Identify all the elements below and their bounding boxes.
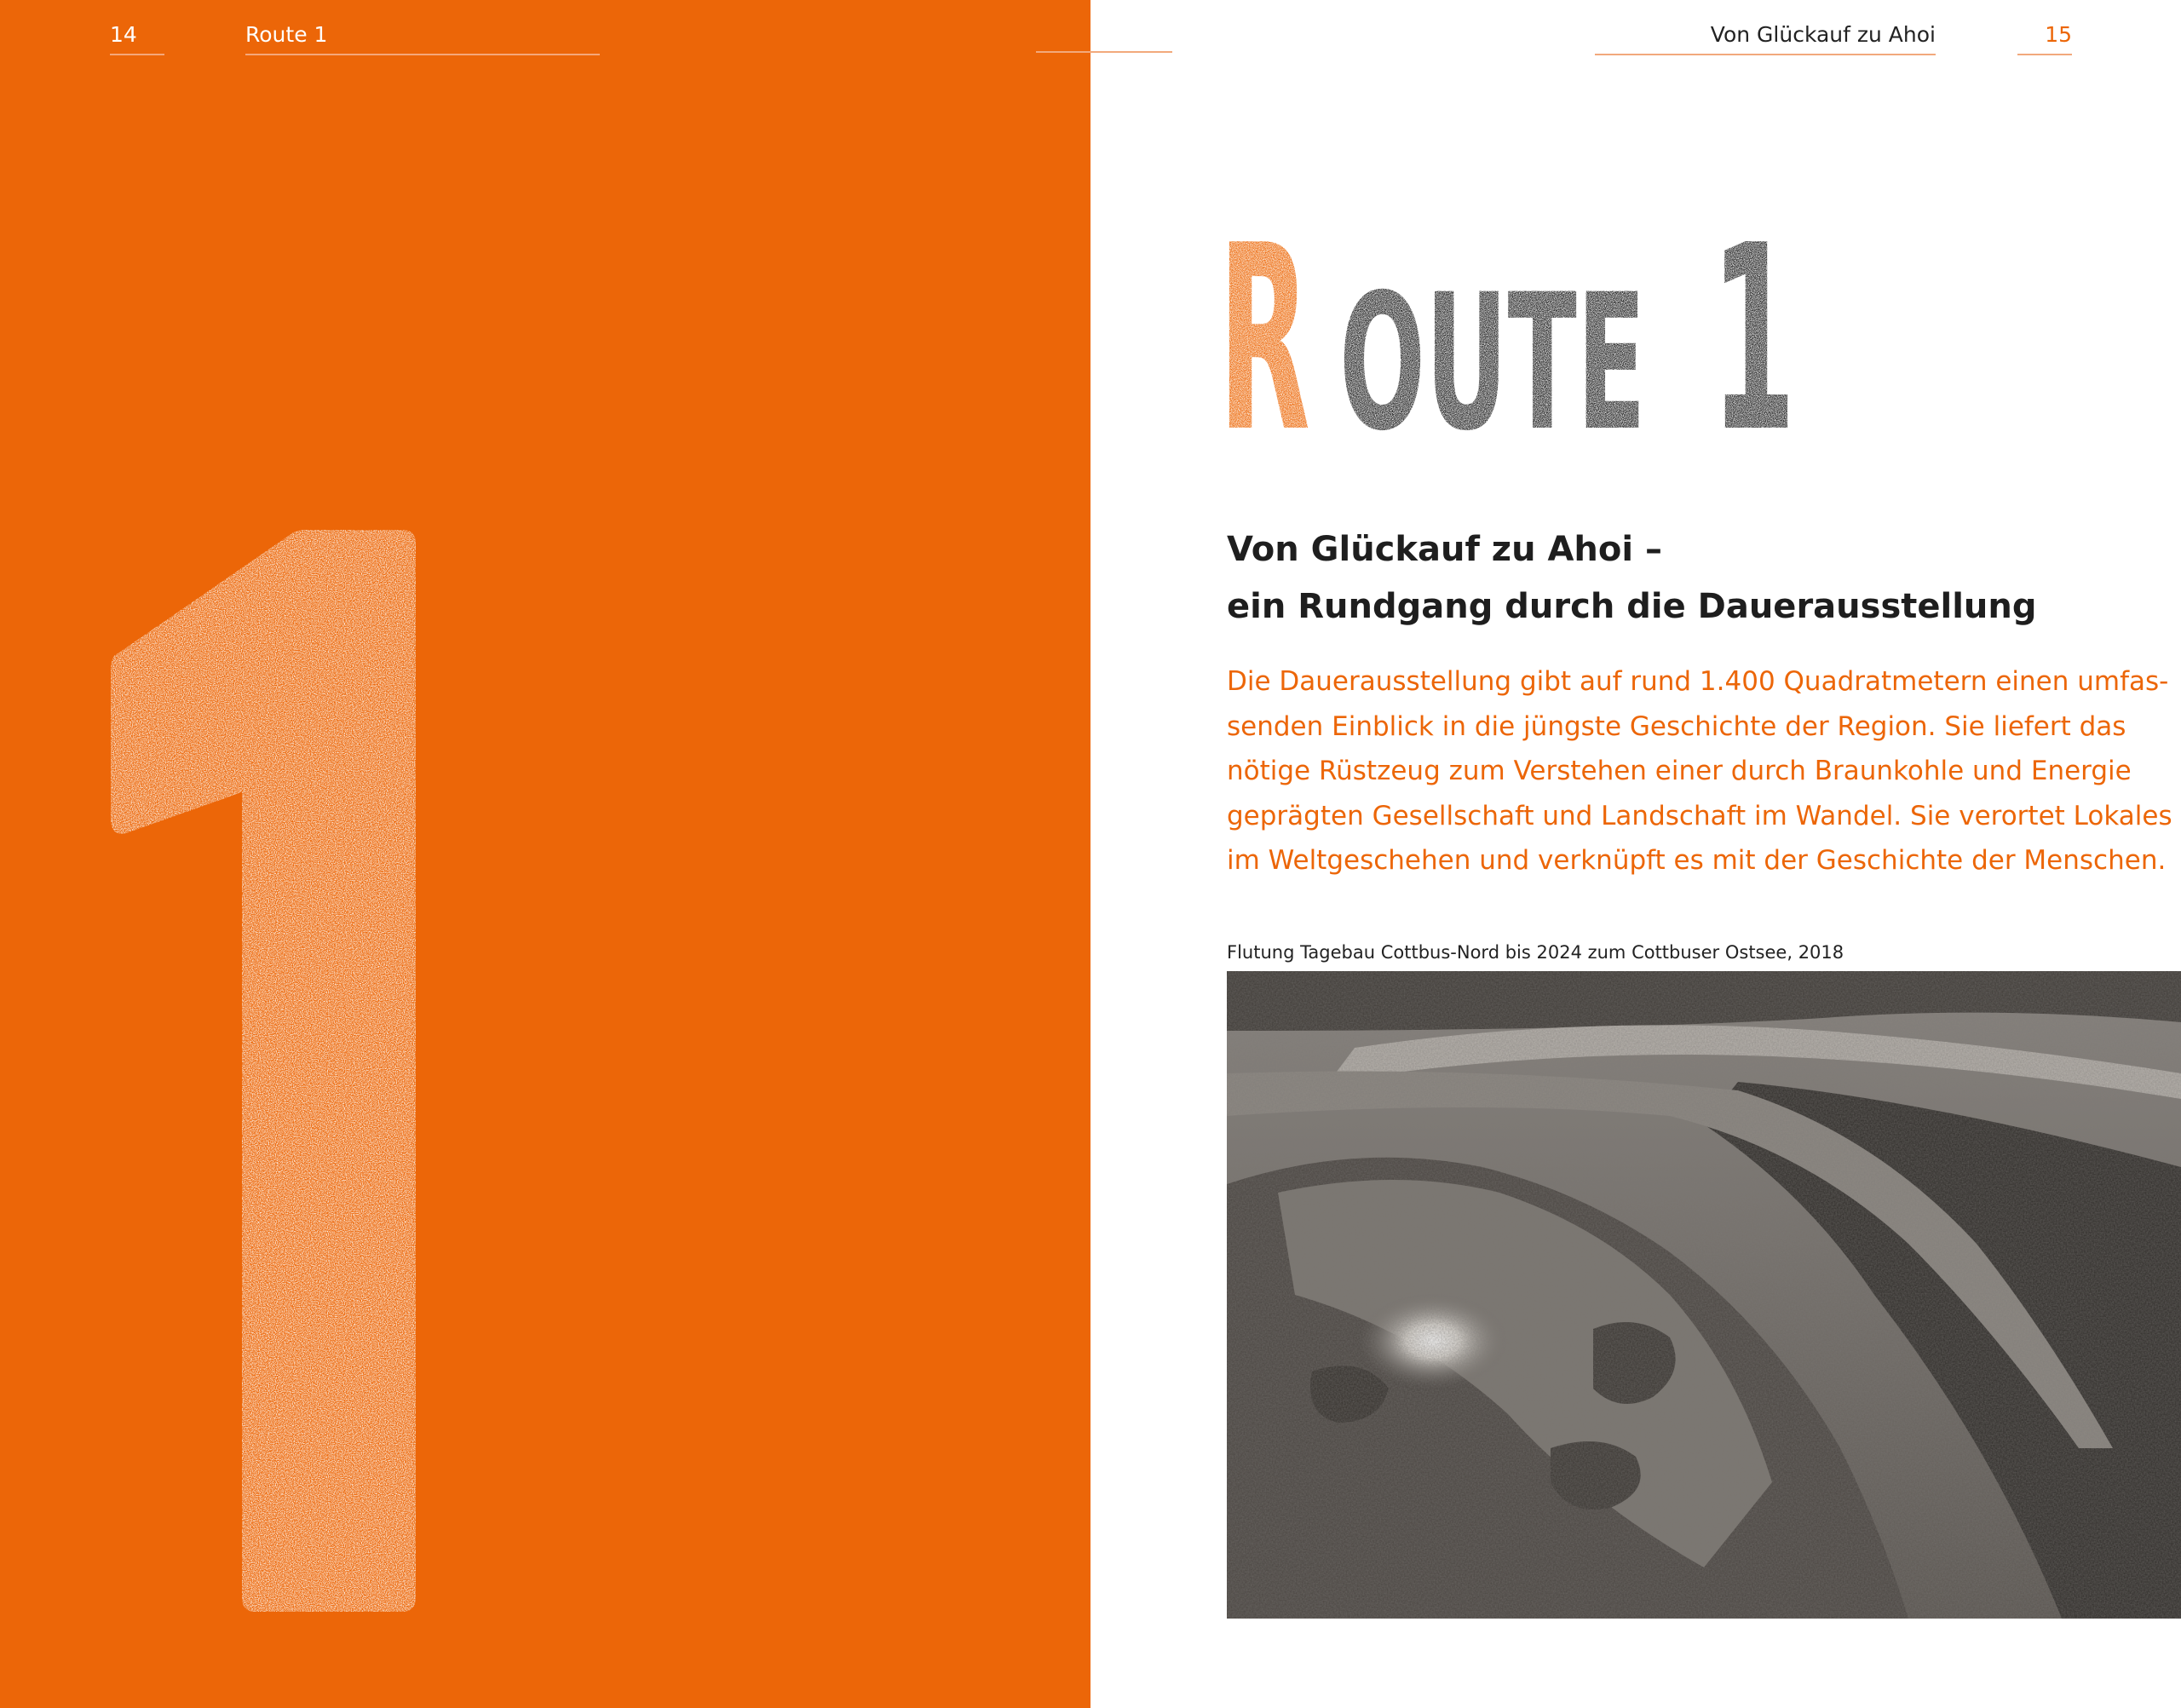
intro-line: geprägten Gesellschaft und Landschaft im Wandel. Sie verortet Lokales: [1227, 800, 2172, 831]
route-title: [1218, 204, 1815, 443]
intro-line: im Weltgeschehen und verknüpft es mit der Geschichte der Menschen.: [1227, 845, 2167, 876]
header-rule-center: [1036, 51, 1172, 53]
route-title-initial: R: [1218, 204, 1310, 443]
page-number-left: 14: [110, 22, 164, 55]
intro-paragraph: [1227, 659, 2172, 883]
aerial-photo-open-pit-lake: [1227, 971, 2181, 1619]
headline-line: Von Glückauf zu Ahoi –: [1227, 530, 1663, 569]
page-number-right: 15: [2017, 22, 2072, 55]
running-head-left: Route 1: [245, 22, 600, 55]
intro-line: nötige Rüstzeug zum Verstehen einer durch Braunkohle und Energie: [1227, 756, 2132, 786]
left-page: [0, 0, 1090, 1708]
intro-line: senden Einblick in die jüngste Geschichte der Region. Sie liefert das: [1227, 710, 2126, 742]
section-headline: [1227, 521, 2079, 635]
big-numeral-one: [102, 528, 426, 1619]
photo-caption: Flutung Tagebau Cottbus-Nord bis 2024 zum Cottbuser Ostsee, 2018: [1227, 942, 1844, 963]
route-title-rest: OUTE: [1339, 254, 1646, 443]
headline-line: ein Rundgang durch die Dauerausstellung: [1227, 587, 2037, 626]
route-title-number: 1: [1711, 204, 1796, 443]
intro-line: Die Dauerausstellung gibt auf rund 1.400 Quadratmetern einen umfas-: [1227, 666, 2169, 697]
running-head-right: Von Glückauf zu Ahoi: [1595, 22, 1936, 55]
